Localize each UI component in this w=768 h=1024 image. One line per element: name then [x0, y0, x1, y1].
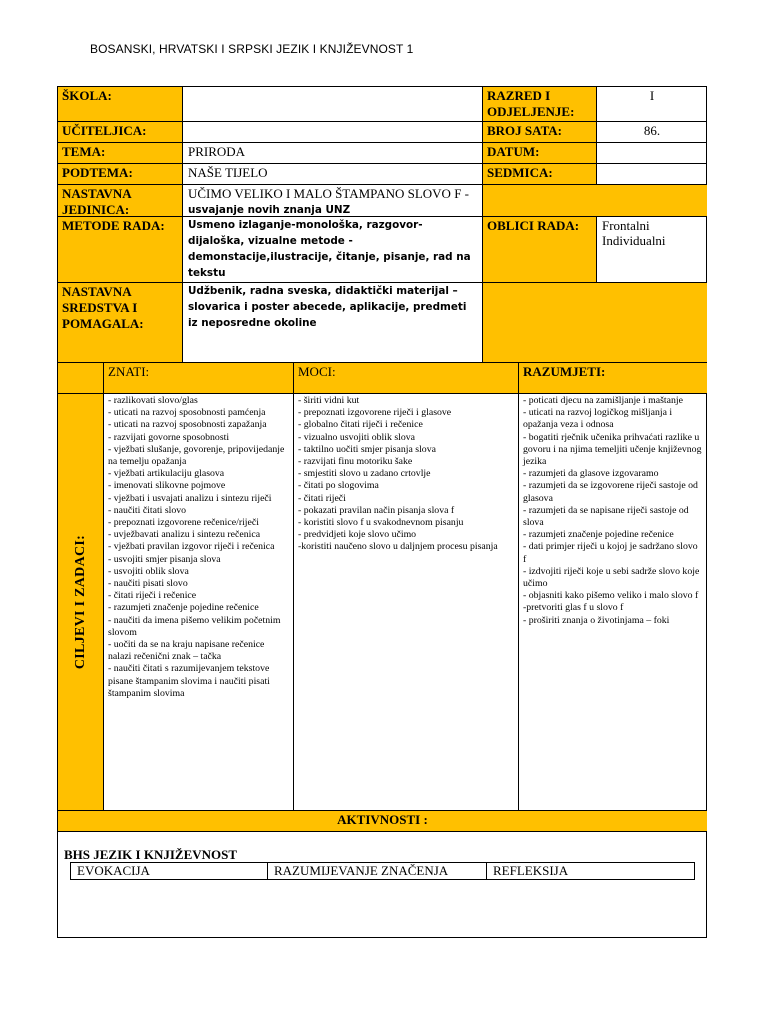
znati-item: - razvijati govorne sposobnosti	[108, 431, 230, 443]
refleksija-cell: REFLEKSIJA	[493, 863, 569, 878]
razumjeti-item: - poticati djecu na zamišljanje i maštanje	[523, 395, 683, 406]
znati-item: - vježbati artikulaciju glasova	[108, 468, 225, 480]
tema-label: TEMA:	[58, 143, 183, 164]
znati-item: - razlikovati slovo/glas	[108, 395, 198, 406]
moci-list	[294, 394, 518, 555]
uciteljica-value	[183, 122, 483, 143]
znati-item: - uticati na razvoj sposobnosti zapažanja	[108, 419, 267, 431]
moci-item: - razvijati finu motoriku šake	[298, 456, 413, 468]
znati-item: - naučiti da imena pišemo velikim početnim slovom	[108, 614, 281, 638]
moci-item: - vizualno usvojiti oblik slova	[298, 431, 416, 443]
moci-item: - širiti vidni kut	[298, 395, 360, 406]
razred-label: RAZRED I ODJELJENJE:	[483, 87, 597, 122]
moci-column	[294, 394, 519, 811]
moci-item: - čitati po slogovima	[298, 480, 379, 492]
moci-item: -koristiti naučeno slovo u daljnjem procesu pisanja	[298, 541, 498, 553]
podtema-label: PODTEMA:	[58, 164, 183, 185]
razumjeti-list	[519, 394, 707, 628]
razumjeti-item: -pretvoriti glas f u slovo f	[523, 602, 624, 614]
moci-item: - smjestiti slovo u zadano crtovlje	[298, 468, 431, 480]
moci-item: - predvidjeti koje slovo učimo	[298, 529, 417, 541]
znati-item: - čitati riječi i rečenice	[108, 590, 197, 602]
znati-item: - razumjeti značenje pojedine rečenice	[108, 602, 259, 614]
znati-item: - imenovati slikovne pojmove	[108, 480, 226, 492]
datum-label: DATUM:	[483, 143, 597, 164]
sredstva-label: NASTAVNA SREDSTVA I POMAGALA:	[58, 283, 183, 363]
moci-item: - globalno čitati riječi i rečenice	[298, 419, 423, 431]
znati-item: - vježbati slušanje, govorenje, pripovijedanje na temelju opažanja	[108, 443, 285, 468]
sedmica-value	[597, 164, 707, 185]
oblici-frontalni: Frontalni	[602, 218, 650, 233]
razumjeti-item: - dati primjer riječi u kojoj je sadržano slovo f	[523, 541, 698, 565]
ciljevi-label: CILJEVI I ZADACI:	[72, 534, 88, 670]
moci-item: - taktilno uočiti smjer pisanja slova	[298, 443, 436, 455]
moci-item: - čitati riječi	[298, 492, 346, 504]
podtema-value: NAŠE TIJELO	[183, 164, 483, 185]
moci-item: - prepoznati izgovorene riječi i glasove	[298, 407, 452, 419]
activities-table	[70, 862, 695, 880]
razumjeti-item: - uticati na razvoj logičkog mišljanja i opažanja veza i odnosa	[523, 407, 673, 431]
znati-item: - naučiti pisati slovo	[108, 578, 188, 590]
document-header: BOSANSKI, HRVATSKI I SRPSKI JEZIK I KNJIŽEVNOST 1	[90, 42, 414, 56]
datum-value	[597, 143, 707, 164]
oblici-value	[597, 217, 707, 283]
skola-label: ŠKOLA:	[58, 87, 183, 122]
znati-item: - naučiti čitati slovo	[108, 504, 187, 516]
razumjeti-item: - razumjeti značenje pojedine rečenice	[523, 529, 674, 541]
broj-sata-label: BROJ SATA:	[483, 122, 597, 143]
nastavna-jedinica-filler	[483, 185, 707, 217]
znati-column	[104, 394, 294, 811]
broj-sata-value: 86.	[597, 122, 707, 143]
moci-item: - koristiti slovo f u svakodnevnom pisanju	[298, 517, 464, 529]
nastavna-jedinica-label: NASTAVNA JEDINICA:	[58, 185, 183, 217]
razumjeti-item: - proširiti znanja o životinjama – foki	[523, 614, 670, 626]
metode-label: METODE RADA:	[58, 217, 183, 283]
evokacija-cell: EVOKACIJA	[71, 863, 268, 879]
subject-title: BHS JEZIK I KNJIŽEVNOST	[64, 847, 238, 862]
znati-item: - uočiti da se na kraju napisane rečenice nalazi rečenični znak – tačka	[108, 639, 265, 663]
nastavna-jedinica-value	[183, 185, 483, 217]
uciteljica-label: UČITELJICA:	[58, 122, 183, 143]
metode-value: Usmeno izlaganje-monološka, razgovor-dijaloška, vizualne metode - demonstacije,ilustracije, čitanje, pisanje, rad na tekstu	[183, 217, 483, 283]
znati-header: ZNATI:	[104, 363, 294, 394]
moci-item: - pokazati pravilan način pisanja slova f	[298, 504, 455, 516]
znati-item: - vježbati i usvajati analizu i sintezu riječi	[108, 492, 272, 504]
razumjeti-column	[519, 394, 707, 811]
znati-item: - uticati na razvoj sposobnosti pamćenja	[108, 407, 266, 419]
lesson-plan-table	[57, 86, 707, 938]
razumjeti-item: - objasniti kako pišemo veliko i malo slovo f	[523, 590, 699, 602]
sedmica-label: SEDMICA:	[483, 164, 597, 185]
znati-list	[104, 394, 293, 701]
razumjeti-item: - razumjeti da glasove izgovaramo	[523, 468, 659, 480]
razumijevanje-cell: RAZUMIJEVANJE ZNAČENJA	[268, 863, 487, 879]
aktivnosti-header: AKTIVNOSTI :	[58, 811, 707, 832]
razumjeti-item: - bogatiti rječnik učenika prihvaćati razlike u govoru i na njima temeljiti učenje književnog jezika	[523, 431, 702, 468]
znati-item: - naučiti čitati s razumijevanjem tekstove pisane štampanim slovima i naučiti pisati štampanim slovima	[108, 663, 270, 699]
znati-item: - uvježbavati analizu i sintezu rečenica	[108, 529, 261, 541]
razred-value: I	[597, 87, 707, 122]
goals-corner	[58, 363, 104, 394]
goals-side-label	[58, 394, 104, 811]
nastavna-jedinica-type: usvajanje novih znanja UNZ	[188, 204, 351, 216]
znati-item: - usvojiti smjer pisanja slova	[108, 553, 221, 565]
oblici-label: OBLICI RADA:	[483, 217, 597, 283]
razumjeti-item: - razumjeti da se napisane riječi sastoje od slova	[523, 504, 689, 529]
sredstva-value: Udžbenik, radna sveska, didaktički materijal – slovarica i poster abecede, aplikacije, predmeti iz neposredne okoline	[183, 283, 483, 363]
znati-item: - prepoznati izgovorene rečenice/riječi	[108, 517, 259, 529]
razumjeti-item: - izdvojiti riječi koje u sebi sadrže slovo koje učimo	[523, 565, 700, 590]
razumjeti-header: RAZUMJETI:	[519, 363, 707, 394]
razumjeti-item: - razumjeti da se izgovorene riječi sastoje od glasova	[523, 480, 698, 504]
znati-item: - usvojiti oblik slova	[108, 565, 189, 577]
nastavna-jedinica-text: UČIMO VELIKO I MALO ŠTAMPANO SLOVO F -	[188, 186, 470, 201]
znati-item: - vježbati pravilan izgovor riječi i rečenica	[108, 541, 275, 553]
skola-value	[183, 87, 483, 122]
oblici-individualni: Individualni	[602, 233, 666, 248]
sredstva-filler	[483, 283, 707, 363]
tema-value: PRIRODA	[183, 143, 483, 164]
moci-header: MOCI:	[294, 363, 519, 394]
